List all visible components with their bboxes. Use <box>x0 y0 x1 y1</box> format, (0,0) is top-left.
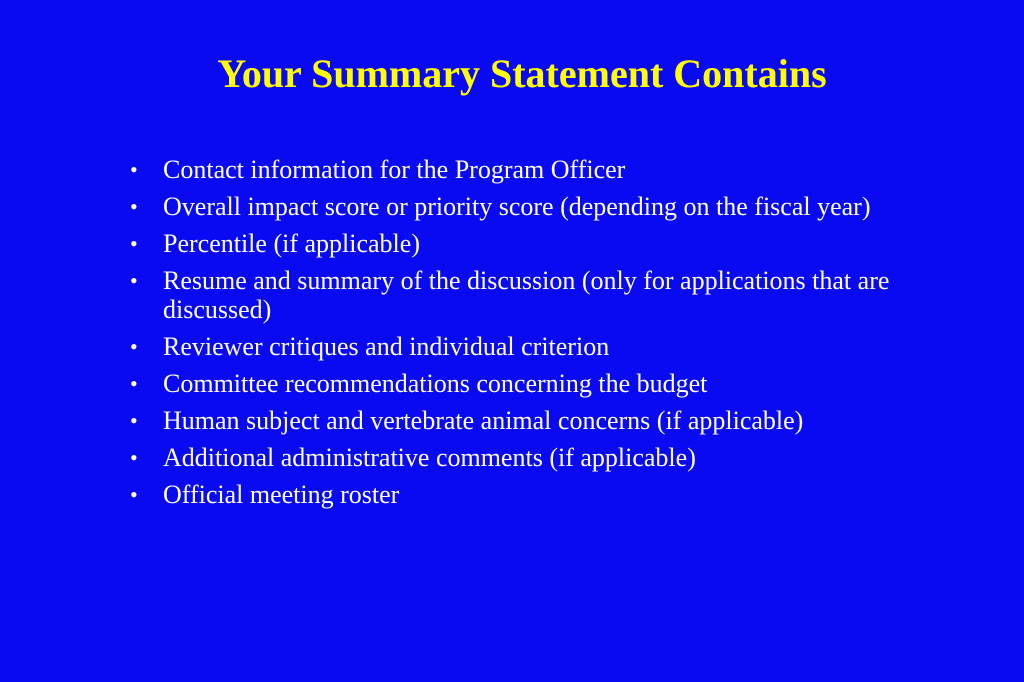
bullet-icon: • <box>130 334 138 359</box>
bullet-icon: • <box>130 408 138 433</box>
bullet-text: Committee recommendations concerning the budget <box>163 369 708 398</box>
bullet-text: Resume and summary of the discussion (only for applications that are discussed) <box>163 266 890 324</box>
bullet-item-contact-info <box>130 155 950 184</box>
bullet-text: Reviewer critiques and individual criterion <box>163 332 610 361</box>
bullet-icon: • <box>130 231 138 256</box>
bullet-item-reviewer-critiques <box>130 332 950 361</box>
bullet-text: Official meeting roster <box>163 480 400 509</box>
bullet-icon: • <box>130 445 138 470</box>
slide-title: Your Summary Statement Contains <box>217 51 827 96</box>
bullet-icon: • <box>130 371 138 396</box>
bullet-text: Percentile (if applicable) <box>163 229 420 258</box>
bullet-item-human-animal-concerns <box>130 406 950 435</box>
bullet-text: Additional administrative comments (if applicable) <box>163 443 696 472</box>
bullet-icon: • <box>130 194 138 219</box>
bullet-icon: • <box>130 268 138 293</box>
bullet-icon: • <box>130 482 138 507</box>
bullet-text: Human subject and vertebrate animal concerns (if applicable) <box>163 406 804 435</box>
bullet-item-meeting-roster <box>130 480 950 509</box>
bullet-item-discussion-summary <box>130 266 950 324</box>
bullet-list <box>130 155 950 517</box>
bullet-item-administrative-comments <box>130 443 950 472</box>
bullet-icon: • <box>130 157 138 182</box>
bullet-text: Contact information for the Program Officer <box>163 155 626 184</box>
bullet-item-budget-recommendations <box>130 369 950 398</box>
bullet-item-percentile <box>130 229 950 258</box>
bullet-text: Overall impact score or priority score (depending on the fiscal year) <box>163 192 871 221</box>
bullet-item-impact-score <box>130 192 950 221</box>
